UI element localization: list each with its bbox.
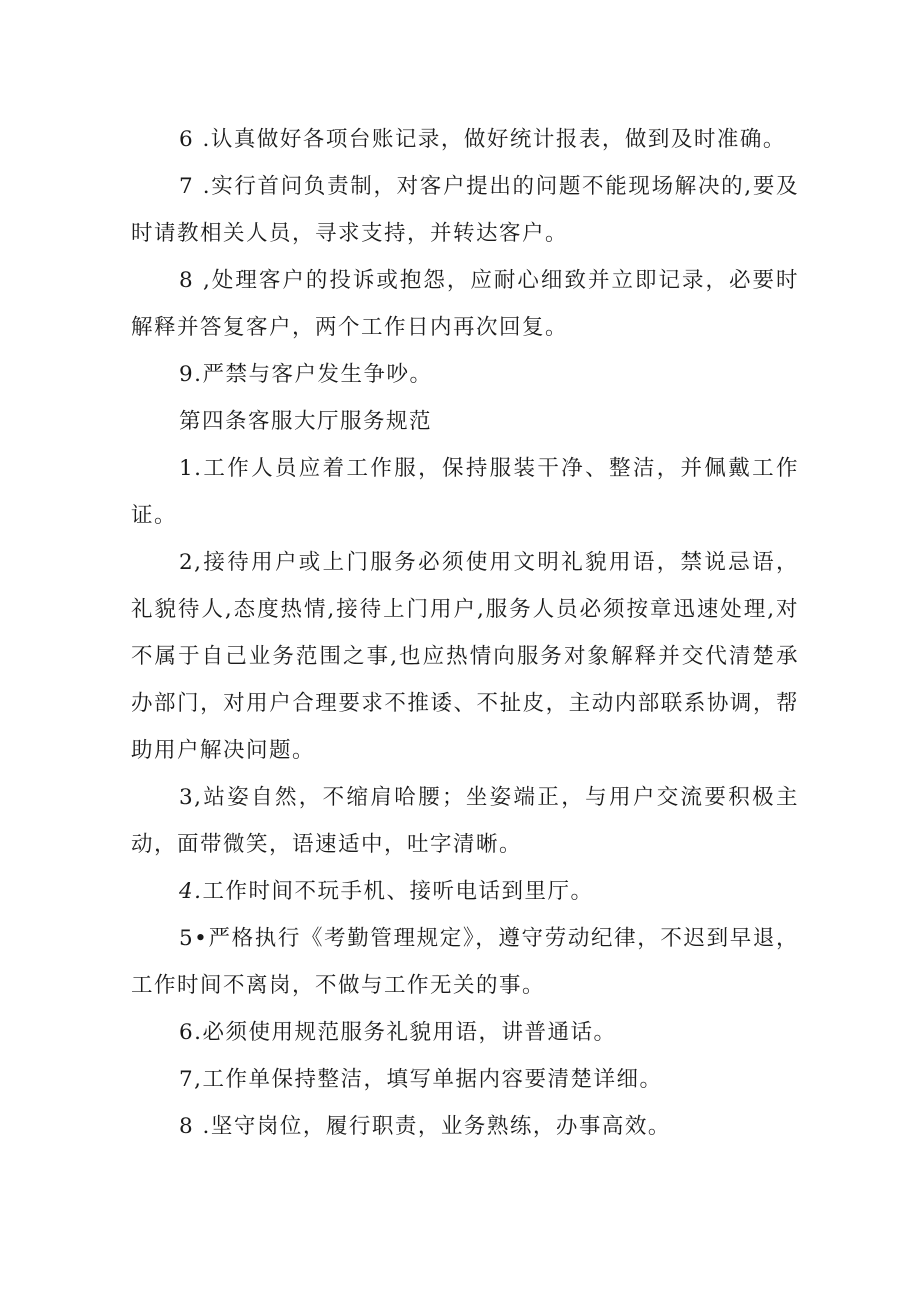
paragraph-item-9: 9.严禁与客户发生争吵。 (179, 362, 433, 387)
section-item-4 (131, 868, 799, 915)
section-item-3: 3,站姿自然，不缩肩哈腰；坐姿端正，与用户交流要积极主动，面带微笑，语速适中，吐字清晰。 (131, 785, 799, 857)
section-item-2: 2,接待用户或上门服务必须使用文明礼貌用语，禁说忌语，礼貌待人,态度热情,接待上门用户,服务人员必须按章迅速处理,对不属于自己业务范围之事,也应热情向服务对象解释并交代清楚承办部门，对用户合理要求不推诿、不扯皮，主动内部联系协调，帮助用户解决问题。 (131, 550, 799, 763)
section-item-5: 5•严格执行《考勤管理规定》，遵守劳动纪律，不迟到早退，工作时间不离岗，不做与工作无关的事。 (131, 926, 799, 998)
paragraph-item-6: 6 .认真做好各项台账记录，做好统计报表，做到及时准确。 (179, 127, 786, 152)
section-heading: 第四条客服大厅服务规范 (179, 409, 433, 434)
section-item-1: 1.工作人员应着工作服，保持服装干净、整洁，并佩戴工作证。 (131, 456, 799, 528)
section-item-4-text: 工作时间不玩手机、接听电话到里厅。 (202, 879, 594, 904)
section-item-8: 8 .坚守岗位，履行职责，业务熟练，办事高效。 (179, 1114, 671, 1139)
section-item-4-number: 4. (179, 879, 203, 904)
section-item-6: 6.必须使用规范服务礼貌用语，讲普通话。 (179, 1020, 617, 1045)
document-body (131, 116, 799, 1150)
paragraph-item-8: 8 ,处理客户的投诉或抱怨，应耐心细致并立即记录，必要时解释并答复客户，两个工作日内再次回复。 (131, 268, 799, 340)
paragraph-item-7: 7 .实行首问负责制，对客户提出的问题不能现场解决的,要及时请教相关人员，寻求支持，并转达客户。 (131, 174, 799, 246)
section-item-7: 7,工作单保持整洁，填写单据内容要清楚详细。 (179, 1067, 663, 1092)
